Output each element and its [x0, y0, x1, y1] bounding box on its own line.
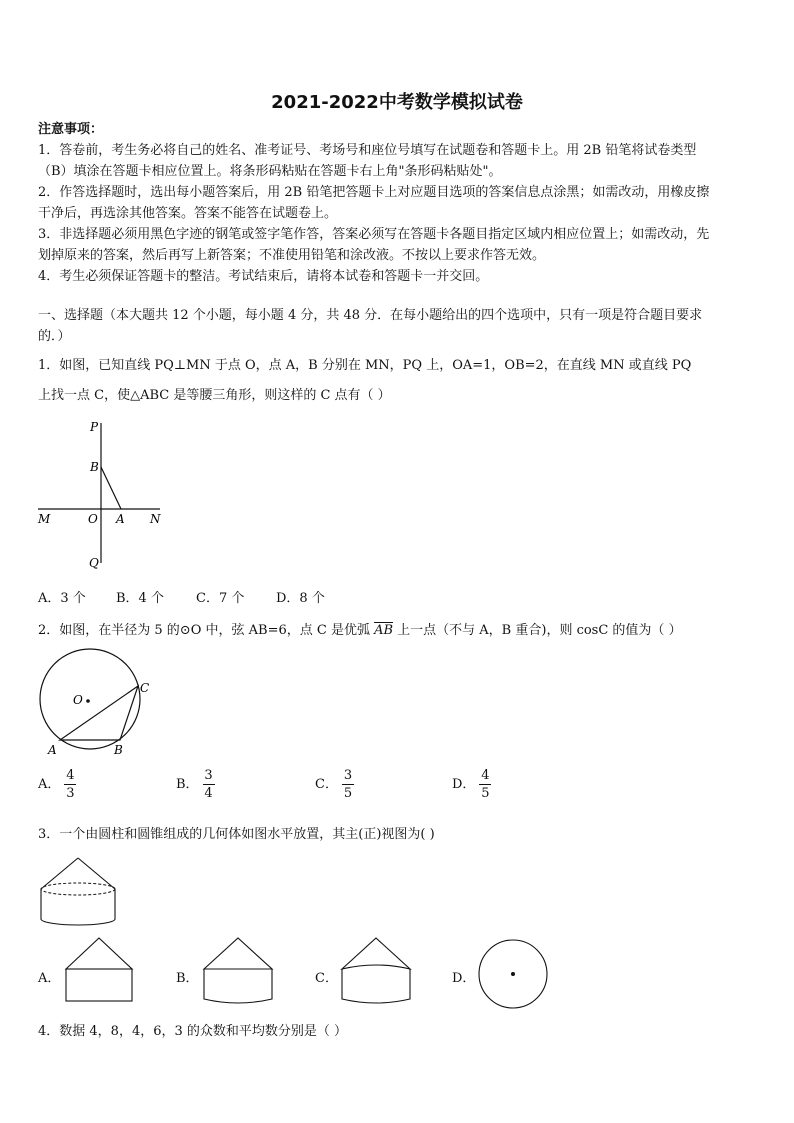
q1-option-a: A．3 个: [38, 591, 86, 606]
q3-option-b-label: B．: [176, 971, 199, 986]
q3-option-b-figure: [200, 935, 280, 1007]
section-heading-line-2: 的．）: [38, 329, 71, 344]
q2-option-a: A． $\frac{4}{3}$: [38, 768, 75, 801]
label-b: B: [90, 460, 99, 474]
q2-text-after: 上一点（不与 A，B 重合)，则 cosC 的值为（ ）: [393, 623, 682, 638]
q3-option-d-label: D．: [452, 971, 476, 986]
q3-solid-figure: [38, 855, 123, 930]
label-b: B: [114, 743, 123, 757]
notice-line-5: 3．非选择题必须用黑色字迹的钢笔或签字笔作答，答案必须写在答题卡各题目指定区域内相应位置上；如需改动，先: [38, 227, 710, 242]
q1-option-b: B．4 个: [116, 591, 164, 606]
q3-option-a-figure: [62, 935, 138, 1005]
label-a: A: [116, 512, 125, 526]
label-p: P: [90, 420, 99, 434]
center-dot: [86, 699, 90, 703]
notice-line-3: 2．作答选择题时，选出每小题答案后，用 2B 铅笔把答题卡上对应题目选项的答案信息点涂黑；如需改动，用橡皮擦: [38, 185, 710, 200]
notice-line-6: 划掉原来的答案，然后再写上新答案；不准使用铅笔和涂改液。不按以上要求作答无效。: [38, 248, 546, 263]
notice-line-4: 干净后，再选涂其他答案。答案不能答在试题卷上。: [38, 206, 338, 221]
q2-option-c: C． $\frac{3}{5}$: [315, 768, 353, 801]
segment-ab: [101, 467, 121, 509]
q1-text-line-2: 上找一点 C，使△ABC 是等腰三角形，则这样的 C 点有（ ）: [38, 388, 391, 403]
label-m: M: [38, 512, 51, 526]
q3-option-c-label: C．: [315, 971, 338, 986]
label-o: O: [88, 512, 98, 526]
cylinder-bottom: [41, 919, 115, 925]
label-n: N: [150, 512, 161, 526]
q1-option-d: D．8 个: [276, 591, 325, 606]
notice-line-7: 4．考生必须保证答题卡的整洁。考试结束后，请将本试卷和答题卡一并交回。: [38, 269, 489, 284]
q1-text-line-1: 1．如图，已知直线 PQ⊥MN 于点 O，点 A，B 分别在 MN，PQ 上，OA=1，OB=2，在直线 MN 或直线 PQ: [38, 358, 692, 373]
label-c: C: [140, 681, 150, 695]
q1-figure-axes: [30, 415, 170, 575]
page-title: 2021-2022中考数学模拟试卷: [271, 92, 523, 113]
notice-line-1: 1．答卷前，考生务必将自己的姓名、准考证号、考场号和座位号填写在试题卷和答题卡上。用 2B 铅笔将试卷类型: [38, 143, 697, 158]
cylinder-top-ellipse: [41, 883, 115, 895]
section-heading-line-1: 一、选择题（本大题共 12 个小题，每小题 4 分，共 48 分．在每小题给出的四个选项中，只有一项是符合题目要求: [38, 308, 703, 323]
q2-option-d: D． $\frac{4}{5}$: [452, 768, 490, 801]
q2-figure-circle: [30, 648, 155, 760]
q2-arc-label: $\overline{AB}$: [374, 623, 394, 638]
q3-option-a-label: A．: [38, 971, 61, 986]
triangle-abc: [60, 686, 138, 740]
cone-left-edge: [41, 858, 78, 889]
notice-heading: 注意事项：: [38, 122, 104, 137]
q2-text-before: 2．如图，在半径为 5 的⊙O 中，弦 AB=6，点 C 是优弧: [38, 623, 375, 638]
q3-option-c-figure: [338, 935, 418, 1007]
label-a: A: [48, 743, 57, 757]
q3-option-d-figure: [476, 937, 552, 1013]
circle-o: [40, 649, 140, 749]
cone-right-edge: [78, 858, 115, 889]
notice-line-2: （B）填涂在答题卡相应位置上。将条形码粘贴在答题卡右上角"条形码粘贴处"。: [38, 164, 502, 179]
q3-text: 3．一个由圆柱和圆锥组成的几何体如图水平放置，其主(正)视图为( ): [38, 827, 435, 842]
q1-option-c: C．7 个: [196, 591, 245, 606]
q2-text: [38, 621, 682, 641]
q4-text: 4．数据 4，8，4，6，3 的众数和平均数分别是（ ）: [38, 1024, 348, 1039]
label-q: Q: [89, 556, 99, 570]
label-o: O: [73, 693, 83, 707]
q2-option-b: B． $\frac{3}{4}$: [176, 768, 213, 801]
